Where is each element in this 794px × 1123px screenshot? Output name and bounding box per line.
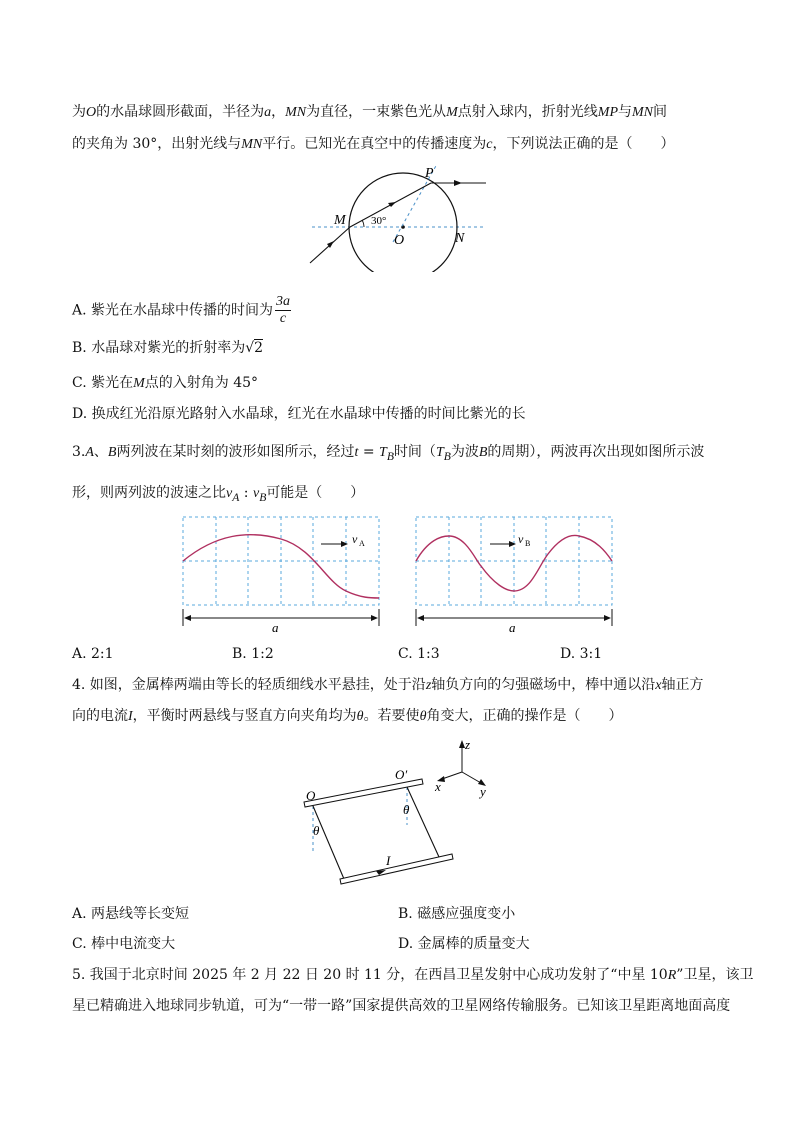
q2-line-2 xyxy=(72,135,674,154)
subscript: B xyxy=(443,449,451,463)
text: 形，则两列波的波速之比 xyxy=(72,485,226,501)
text: ，下列说法正确的是（ ） xyxy=(492,136,675,152)
q4-option-B: B. 磁感应强度变小 xyxy=(398,906,516,922)
option-letter: C. xyxy=(72,375,87,391)
text: 5. 我国于北京时间 2025 年 2 月 22 日 20 时 11 分，在西昌卫星发射中心成功发射了“中星 10 xyxy=(72,967,668,983)
q3-option-C: C. 1:3 xyxy=(398,646,440,662)
var-O: O xyxy=(86,105,97,120)
var-t: t xyxy=(354,445,359,460)
option-letter: B. xyxy=(72,340,87,356)
sqrt-value: 2 xyxy=(254,340,264,356)
label-O-prime: O′ xyxy=(395,767,408,782)
var-z: z xyxy=(425,678,432,693)
wave-A-grid xyxy=(183,517,379,605)
thread-left xyxy=(313,806,344,879)
var-MP: MP xyxy=(597,105,619,120)
y-axis xyxy=(462,772,481,783)
q4-figure-suspended-rod xyxy=(296,735,496,890)
label-z: z xyxy=(465,737,471,752)
option-text: 紫光在 xyxy=(91,375,134,391)
text: 角变大，正确的操作是（ ） xyxy=(426,708,623,724)
label-M: M xyxy=(334,213,346,228)
label-y: y xyxy=(480,784,486,799)
dimension-arrow-head xyxy=(371,615,378,621)
q4-line-1 xyxy=(72,676,703,695)
text: ， xyxy=(271,104,286,120)
option-text: 点的入射角为 45° xyxy=(144,375,259,391)
var-x: x xyxy=(655,678,662,693)
q2-option-D xyxy=(72,405,526,423)
var-A: A xyxy=(85,445,94,460)
text: : xyxy=(239,485,253,501)
text: 点射入球内，折射光线 xyxy=(457,104,598,120)
option-text: 水晶球对紫光的折射率为 xyxy=(91,340,246,356)
ball-circle xyxy=(349,173,457,272)
emergent-arrow xyxy=(454,180,462,186)
option-letter: D. xyxy=(72,406,88,422)
label-theta-right: θ xyxy=(403,802,410,817)
angle-arc xyxy=(362,220,364,227)
dimension-arrow-head xyxy=(184,615,191,621)
var-MN: MN xyxy=(632,105,654,120)
label-x: x xyxy=(435,779,441,794)
text: 、 xyxy=(93,444,108,460)
text: 平行。已知光在真空中的传播速度为 xyxy=(262,136,487,152)
var-theta: θ xyxy=(419,709,427,724)
thread-right xyxy=(407,787,439,857)
text: 的夹角为 30°，出射光线与 xyxy=(72,136,242,152)
dimension-label-a: a xyxy=(509,620,516,635)
q5-line-2: 星已精确进入地球同步轨道，可为“一带一路”国家提供高效的卫星网络传输服务。已知该卫星距离地面高度 xyxy=(72,998,731,1014)
subscript: B xyxy=(386,449,394,463)
q5-line-1 xyxy=(72,966,753,985)
var-c: c xyxy=(486,137,493,152)
q3-option-B: B. 1:2 xyxy=(232,646,274,662)
q2-option-B xyxy=(72,339,263,357)
var-a: a xyxy=(264,105,272,120)
label-N: N xyxy=(455,231,465,246)
q2-figure-crystal-ball xyxy=(300,160,500,272)
q2-option-A xyxy=(72,294,291,327)
dimension-arrow-head xyxy=(417,615,424,621)
dimension-label-a: a xyxy=(272,620,279,635)
q4-option-D: D. 金属棒的质量变大 xyxy=(398,936,530,952)
text: 为 xyxy=(72,104,86,120)
vB-arrow-head xyxy=(509,541,516,547)
label-O: O xyxy=(394,233,405,248)
var-T: T xyxy=(435,445,444,460)
dimension-arrow-head xyxy=(604,615,611,621)
fraction xyxy=(275,294,291,327)
vB-label: v xyxy=(518,532,524,546)
option-text: 紫光在水晶球中传播的时间为 xyxy=(91,302,274,319)
text: 的水晶球圆形截面，半径为 xyxy=(96,104,265,120)
subscript: A xyxy=(232,490,240,504)
text: 为波 xyxy=(450,444,479,460)
var-B: B xyxy=(107,445,117,460)
subscript: B xyxy=(259,490,267,504)
q4-option-C: C. 棒中电流变大 xyxy=(72,936,176,952)
text: 可能是（ ） xyxy=(266,485,365,501)
text: = xyxy=(358,444,380,460)
label-I: I xyxy=(386,853,391,868)
q3-option-D: D. 3:1 xyxy=(560,646,603,662)
text: 间 xyxy=(653,104,668,120)
var-T: T xyxy=(379,445,387,460)
var-B: B xyxy=(478,445,488,460)
var-MN: MN xyxy=(285,105,307,120)
angle-label: 30° xyxy=(371,215,387,227)
var-MN: MN xyxy=(241,137,263,152)
var-I: I xyxy=(128,709,133,724)
label-O: O xyxy=(306,788,316,803)
q2-line-1 xyxy=(72,103,667,122)
vA-subscript: A xyxy=(359,539,365,548)
var-v: v xyxy=(226,486,233,501)
text: 。若要使 xyxy=(363,708,420,724)
q3-line-1 xyxy=(72,443,704,466)
metal-rod xyxy=(340,854,453,884)
text: 与 xyxy=(618,104,633,120)
text: ”卫星，该卫 xyxy=(676,967,754,983)
q2-option-C xyxy=(72,374,258,393)
var-theta: θ xyxy=(356,709,364,724)
x-axis xyxy=(442,772,462,779)
text: 两列波在某时刻的波形如图所示，经过 xyxy=(116,444,355,460)
text: 4. 如图，金属棒两端由等长的轻质细线水平悬挂，处于沿 xyxy=(72,677,426,693)
text: 时间（ xyxy=(393,444,436,460)
label-P: P xyxy=(425,166,434,181)
q4-line-2 xyxy=(72,707,622,726)
vA-arrow-head xyxy=(341,541,348,547)
var-M: M xyxy=(446,105,458,120)
q3-option-A: A. 2:1 xyxy=(72,646,114,662)
var-v: v xyxy=(252,486,260,501)
var-M: M xyxy=(133,376,145,391)
text: 向的电流 xyxy=(72,708,128,724)
text: 轴负方向的匀强磁场中，棒中通以沿 xyxy=(431,677,656,693)
text: 为直径，一束紫色光从 xyxy=(306,104,447,120)
numerator: 3a xyxy=(276,294,291,309)
denominator: c xyxy=(279,311,287,326)
wave-B-grid xyxy=(416,517,612,605)
option-letter: A. xyxy=(72,302,87,319)
q3-wave-figure xyxy=(176,512,618,637)
vA-label: v xyxy=(352,532,358,546)
question-number: 3. xyxy=(72,444,86,460)
text: ，平衡时两悬线与竖直方向夹角均为 xyxy=(132,708,357,724)
sqrt-symbol: √ xyxy=(245,340,255,356)
var-R: R xyxy=(667,968,677,983)
label-theta-left: θ xyxy=(313,823,320,838)
vB-subscript: B xyxy=(525,539,531,548)
q4-option-A: A. 两悬线等长变短 xyxy=(72,906,190,922)
q3-line-2 xyxy=(72,484,364,507)
text: 轴正方 xyxy=(661,677,704,693)
option-text: 换成红光沿原光路射入水晶球，红光在水晶球中传播的时间比紫光的长 xyxy=(91,406,526,422)
text: 的周期），两波再次出现如图所示波 xyxy=(487,444,705,460)
